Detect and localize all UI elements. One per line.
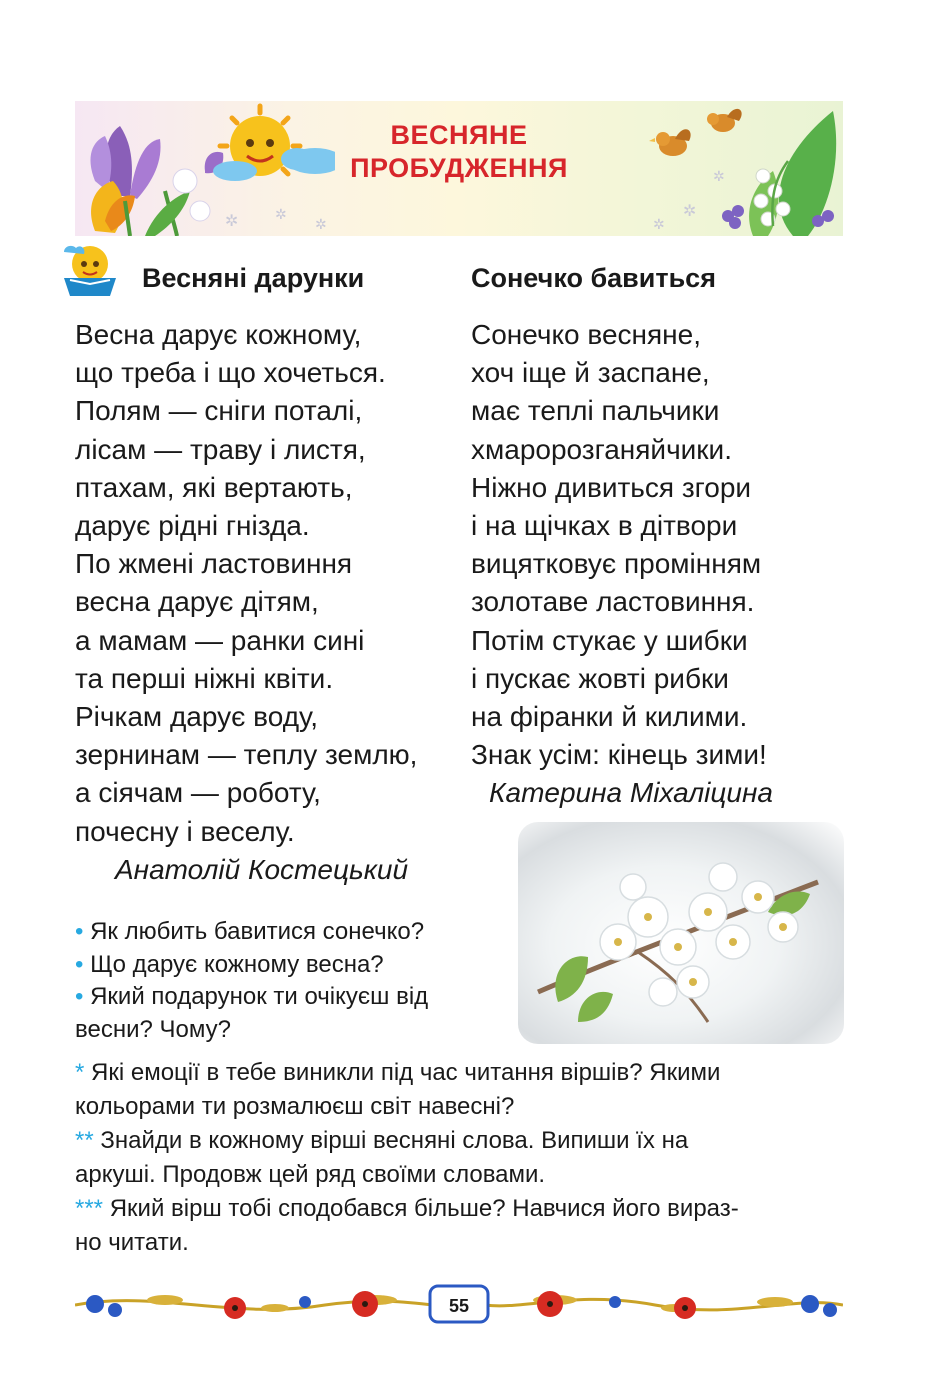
poem-line: Річкам дарує воду, — [75, 701, 319, 733]
sun-with-book-icon — [50, 242, 122, 298]
blossom-photo — [518, 822, 844, 1044]
poem-line: почесну і веселу. — [75, 815, 295, 847]
difficulty-stars: *** — [75, 1195, 104, 1222]
poem-line: хмаророзганяйчики. — [471, 433, 732, 465]
poem-line: золотаве ластовиння. — [471, 586, 755, 618]
question-text: Що дарує кожному весна? — [90, 950, 384, 978]
svg-text:✲: ✲ — [225, 213, 239, 230]
svg-text:✲: ✲ — [653, 216, 665, 232]
question-item-continuation: весни? Чому? — [75, 1015, 231, 1043]
poem-line: Потім стукає у шибки — [471, 624, 748, 656]
difficulty-stars: * — [75, 1059, 85, 1086]
poem-left — [75, 316, 417, 889]
poem-line: що треба і що хочеться. — [75, 357, 386, 389]
svg-text:✲: ✲ — [713, 168, 725, 184]
poem-line: Знак усім: кінець зими! — [471, 739, 767, 771]
poem-line: і пускає жовті рибки — [471, 662, 729, 694]
poem-line: По жмені ластовиння — [75, 548, 353, 580]
chapter-title-line1: ВЕСНЯНЕ — [390, 120, 528, 150]
difficulty-stars: ** — [75, 1127, 94, 1154]
header-banner — [75, 101, 843, 236]
bullet-marker: • — [75, 918, 84, 945]
svg-text:✲: ✲ — [315, 216, 327, 232]
poem-line: зернинам — теплу землю, — [75, 739, 418, 771]
question-item — [75, 916, 428, 949]
poem-right-title: Сонечко бавиться — [471, 263, 716, 293]
question-text: Як любить бавитися сонечко? — [90, 918, 425, 945]
poem-line: а мамам — ранки сині — [75, 624, 365, 656]
poem-line: на фіранки й килими. — [471, 701, 748, 733]
tasks-list — [75, 1056, 850, 1260]
bullet-marker: • — [75, 983, 84, 1010]
task-item — [75, 1124, 850, 1158]
task-text: кольорами ти розмалюєш світ навесні? — [75, 1093, 515, 1120]
blossom-icon — [518, 822, 844, 1044]
questions-list — [75, 916, 428, 1046]
poem-line: Сонечко весняне, — [471, 319, 701, 350]
poem-line: і на щічках в дітвори — [471, 510, 738, 542]
poem-line: Весна дарує кожному, — [75, 319, 362, 350]
question-item — [75, 981, 428, 1014]
poem-line: дарує рідні гнізда. — [75, 510, 310, 542]
poem-line: весна дарує дітям, — [75, 586, 319, 618]
task-text: Які емоції в тебе виникли під час читання віршів? Якими — [84, 1059, 721, 1086]
poem-line: Полям — сніги поталі, — [75, 395, 363, 427]
poem-line: птахам, які вертають, — [75, 471, 353, 503]
question-item — [75, 949, 428, 982]
poem-line: вицятковує промінням — [471, 548, 762, 580]
poem-line: має теплі пальчики — [471, 395, 720, 427]
chapter-title-line2: ПРОБУДЖЕННЯ — [350, 153, 568, 183]
task-text: Який вірш тобі сподобався більше? Навчися його вираз- — [103, 1195, 739, 1222]
poem-line: лісам — траву і листя, — [75, 433, 366, 465]
poem-right — [471, 316, 773, 813]
poem-line: Ніжно дивиться згори — [471, 471, 752, 503]
poem-left-author: Анатолій Костецький — [115, 853, 409, 885]
bird-icon — [649, 109, 742, 156]
task-item — [75, 1056, 850, 1090]
poem-line: та перші ніжні квіти. — [75, 662, 334, 694]
spring-flowers-right-icon — [643, 101, 843, 236]
poem-right-author: Катерина Міхаліцина — [489, 777, 773, 809]
poem-line: хоч іще й заспане, — [471, 357, 710, 389]
svg-text:✲: ✲ — [683, 203, 697, 220]
question-text: Який подарунок ти очікуєш від — [90, 983, 429, 1010]
task-item — [75, 1192, 850, 1226]
poem-line: а сіячам — роботу, — [75, 777, 321, 809]
page-number: 55 — [448, 1296, 470, 1316]
poem-left-title: Весняні дарунки — [142, 263, 365, 293]
task-text: но читати. — [75, 1229, 189, 1256]
bullet-marker: • — [75, 950, 84, 978]
task-text: аркуші. Продовж цей ряд своїми словами. — [75, 1161, 546, 1188]
svg-text:✲: ✲ — [275, 206, 287, 222]
task-text: Знайди в кожному вірші весняні слова. Випиши їх на — [93, 1127, 689, 1154]
